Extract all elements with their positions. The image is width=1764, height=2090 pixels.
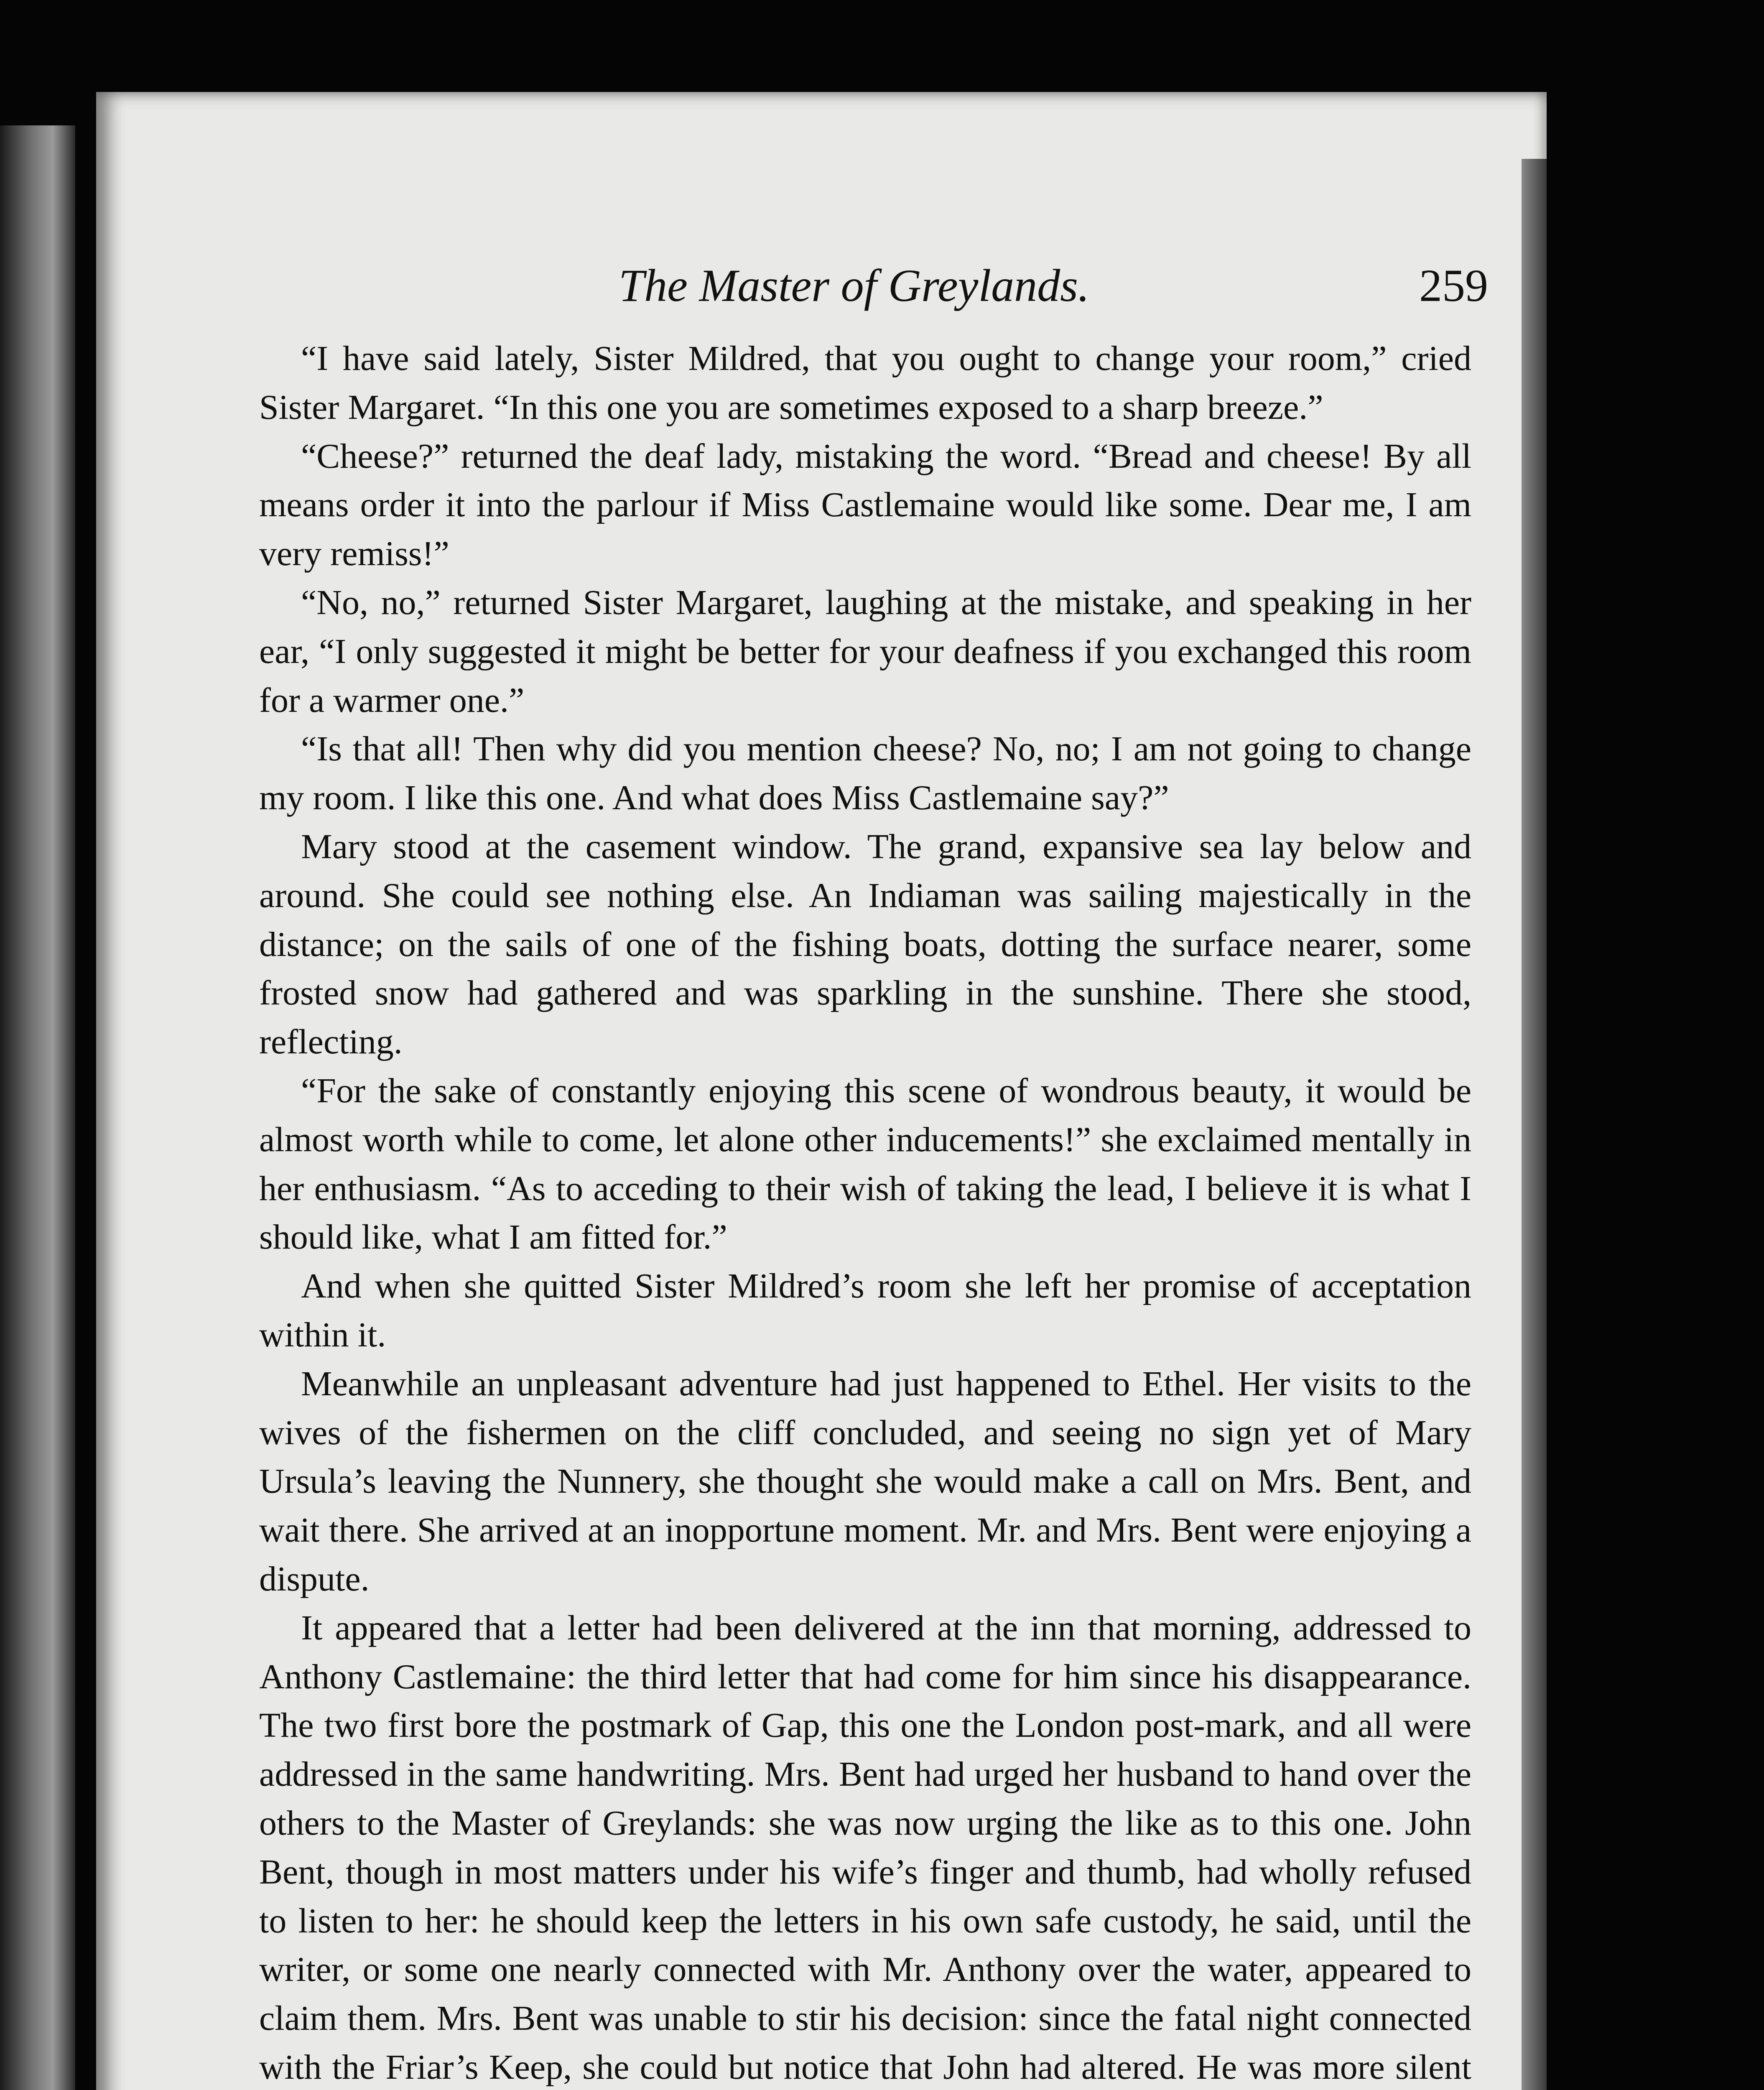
paragraph: “Is that all! Then why did you mention cheese? No, no; I am not going to change my room. I like this one. And what does Miss Castlemaine say?” — [259, 729, 1471, 818]
paragraph: “For the sake of constantly enjoying this scene of wondrous beauty, it would be almost worth while to come, let alone other inducements!” she exclaimed mentally in her enthusiasm. “As to acceding to their wish of taking the lead, I believe it is what I should like, what I am fitted for.” — [259, 1071, 1471, 1257]
paragraph: Mary stood at the casement window. The grand, expansive sea lay below and around. She could see nothing else. An Indiaman was sailing majestically in the distance; on the sails of one of the fishing boats, dotting the surface nearer, some frosted snow had gathered and was sparkling in the sunshine. There she stood, reflecting. — [259, 827, 1471, 1062]
paragraph: And when she quitted Sister Mildred’s room she left her promise of acceptation within it. — [259, 1267, 1471, 1354]
page-number: 259 — [1419, 260, 1488, 311]
page-right-edge — [1522, 159, 1547, 2090]
paragraph: Meanwhile an unpleasant adventure had just happened to Ethel. Her visits to the wives of the fishermen on the cliff concluded, and seeing no sign yet of Mary Ursula’s leaving the Nunnery, she thought she would make a call on Mrs. Bent, and wait there. She arrived at an inopportune moment. Mr. and Mrs. Bent were enjoying a dispute. — [259, 1364, 1471, 1598]
running-title: The Master of Greylands. — [619, 260, 1090, 311]
paragraph: “No, no,” returned Sister Margaret, laughing at the mistake, and speaking in her ear, “I only suggested it might be better for your deafness if you exchanged this room for a warmer one.” — [259, 583, 1471, 720]
left-page-edge — [0, 125, 75, 2090]
paragraph: “Cheese?” returned the deaf lady, mistaking the word. “Bread and cheese! By all means order it into the parlour if Miss Castlemaine would like some. Dear me, I am very remiss!” — [259, 436, 1471, 573]
paragraph: It appeared that a letter had been delivered at the inn that morning, addressed to Anthony Castlemaine: the third letter that had come for him since his disappearance. The two first bore the postmark of Gap, this one the London post-mark, and all were addressed in the same handwriting. Mrs. Bent had urged her husband to hand over the others to the Master of Greylands: she was now urging the like as to this one. John Bent, though in most matters under his wife’s finger and thumb, had wholly refused to listen to her: he should keep the letters in his own safe custody, he said, until the writer, or some one nearly connected with Mr. Anthony over the water, appeared to claim them. Mrs. Bent was unable to stir his decision: since the fatal night connected with the Friar’s Keep, she could but notice that John had altered. He was more silent — [259, 1608, 1471, 2087]
running-head — [259, 259, 1505, 318]
body-text — [259, 334, 1471, 2090]
paragraph: “I have said lately, Sister Mildred, that you ought to change your room,” cried Sister Margaret. “In this one you are sometimes exposed to a sharp breeze.” — [259, 339, 1471, 427]
